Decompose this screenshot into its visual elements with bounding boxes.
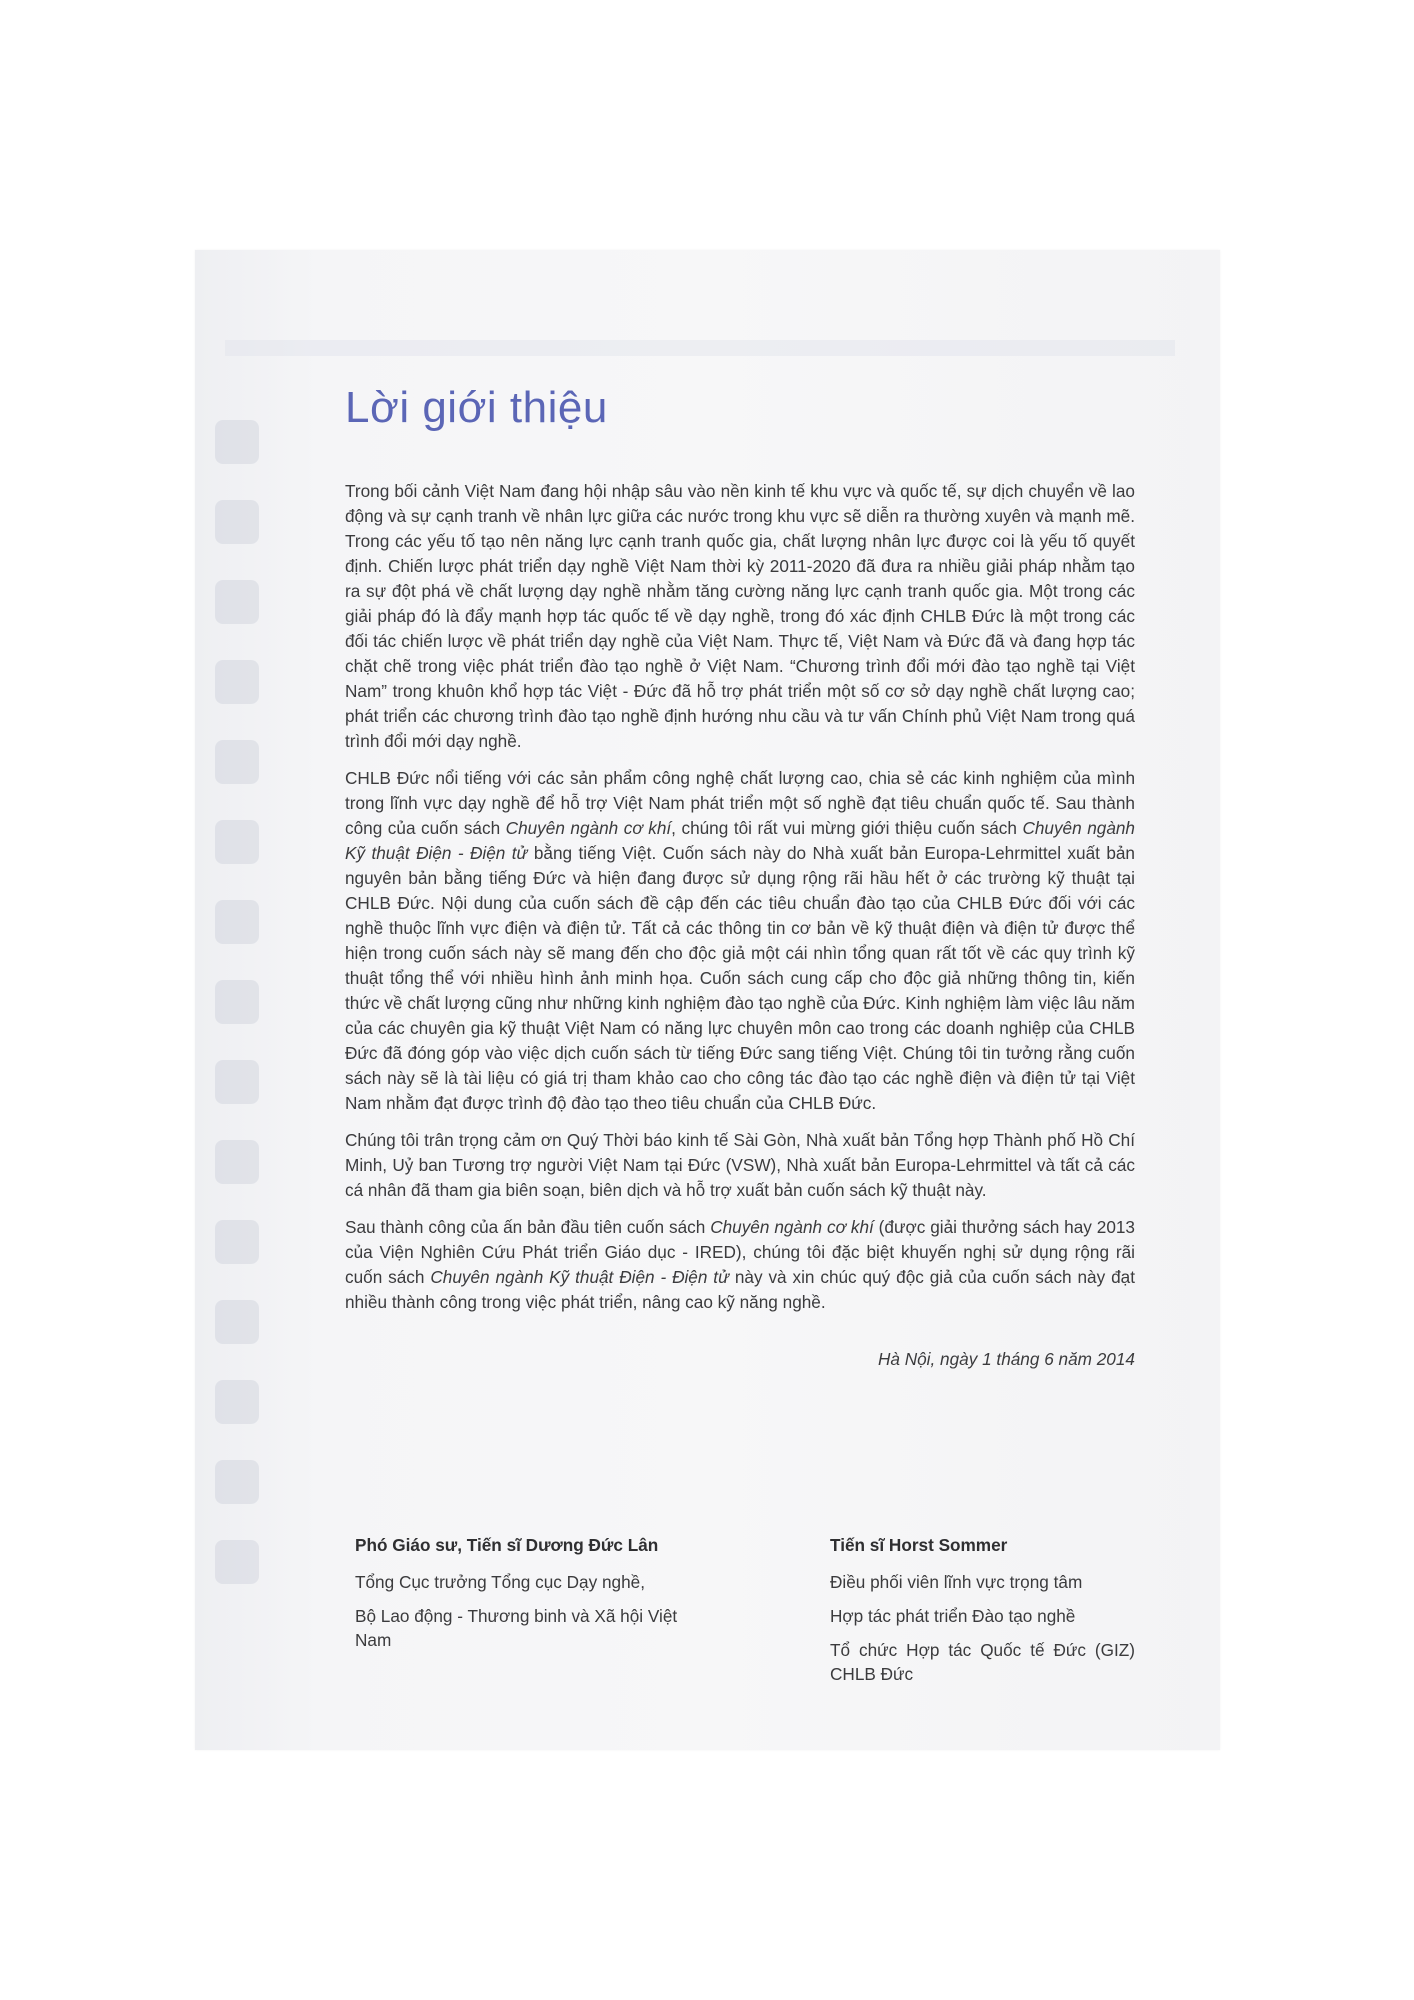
document-date: Hà Nội, ngày 1 tháng 6 năm 2014 [877,1349,1135,1369]
signature-right [830,1535,1135,1696]
paragraph-2 [345,766,1135,1116]
signature-block [355,1535,1135,1696]
book-title-co-khi-2: Chuyên ngành cơ khí [710,1217,874,1237]
paragraph-1: Trong bối cảnh Việt Nam đang hội nhập sâu vào nền kinh tế khu vực và quốc tế, sự dịch chuyển về lao động và sự cạnh tranh về nhân lực giữa các nước trong khu vực sẽ diễn ra thường xuyên và mạnh mẽ. Trong các yếu tố tạo nên năng lực cạnh tranh quốc gia, chất lượng nhân lực được coi là yếu tố quyết định. Chiến lược phát triển dạy nghề Việt Nam thời kỳ 2011-2020 đã đưa ra nhiều giải pháp nhằm tạo ra sự đột phá về chất lượng dạy nghề nhằm tăng cường năng lực cạnh tranh quốc gia. Một trong các giải pháp đó là đẩy mạnh hợp tác quốc tế về dạy nghề, trong đó xác định CHLB Đức là một trong các đối tác chiến lược về phát triển dạy nghề của Việt Nam. Thực tế, Việt Nam và Đức đã và đang hợp tác chặt chẽ trong việc phát triển đào tạo nghề ở Việt Nam. “Chương trình đổi mới đào tạo nghề tại Việt Nam” trong khuôn khổ hợp tác Việt - Đức đã hỗ trợ phát triển một số cơ sở dạy nghề chất lượng cao; phát triển các chương trình đào tạo nghề định hướng nhu cầu và tư vấn Chính phủ Việt Nam trong quá trình đổi mới dạy nghề. [345,481,1135,751]
document-body [345,383,1135,1370]
paragraph-4-text-c: (được giải thưởng sách hay 2013 của Viện Nghiên Cứu Phát triển Giáo dục - IRED), chúng tôi đặc biệt khuyến nghị sử dụng rộng rãi cuốn sách [345,1217,1135,1287]
signatory-name-right: Tiến sĩ Horst Sommer [830,1535,1008,1555]
paragraph-2-text-c: , chúng tôi rất vui mừng giới thiệu cuốn sách [671,818,1023,838]
signatory-title-left-1: Tổng Cục trưởng Tổng cục Dạy nghề, [355,1572,645,1592]
bleed-through-header [225,340,1175,356]
paragraph-3: Chúng tôi trân trọng cảm ơn Quý Thời báo kinh tế Sài Gòn, Nhà xuất bản Tổng hợp Thành phố Hồ Chí Minh, Uỷ ban Tương trợ người Việt Nam tại Đức (VSW), Nhà xuất bản Europa-Lehrmittel và tất cả các cá nhân đã tham gia biên soạn, biên dịch và hỗ trợ xuất bản cuốn sách kỹ thuật này. [345,1130,1135,1200]
signatory-title-left-2: Bộ Lao động - Thương binh và Xã hội Việt Nam [355,1606,678,1650]
signature-left [355,1535,695,1696]
paragraph-4-text-e: này và xin chúc quý độc giả của cuốn sách này đạt nhiều thành công trong việc phát triển, nâng cao kỹ năng nghề. [345,1267,1135,1312]
paragraph-4-text-a: Sau thành công của ấn bản đầu tiên cuốn sách [345,1217,711,1237]
signatory-title-right-2: Hợp tác phát triển Đào tạo nghề [830,1606,1076,1626]
paragraph-4 [345,1215,1135,1315]
book-title-dien-dien-tu: Chuyên ngành Kỹ thuật Điện - Điện tử [345,818,1135,863]
book-title-dien-dien-tu-2: Chuyên ngành Kỹ thuật Điện - Điện tử [430,1267,729,1287]
paragraph-2-text-a: CHLB Đức nổi tiếng với các sản phẩm công nghệ chất lượng cao, chia sẻ các kinh nghiệm của mình trong lĩnh vực dạy nghề để hỗ trợ Việt Nam phát triển một số nghề đạt tiêu chuẩn quốc tế. Sau thành công của cuốn sách [345,768,1135,838]
signatory-name-left: Phó Giáo sư, Tiến sĩ Dương Đức Lân [355,1535,659,1555]
signatory-title-right-1: Điều phối viên lĩnh vực trọng tâm [830,1572,1083,1592]
page-title: Lời giới thiệu [345,383,608,432]
signatory-title-right-3: Tổ chức Hợp tác Quốc tế Đức (GIZ) CHLB Đức [830,1640,1135,1684]
book-title-co-khi: Chuyên ngành cơ khí [505,818,672,838]
bleed-through-sidebar [215,420,277,1600]
paragraph-2-text-e: bằng tiếng Việt. Cuốn sách này do Nhà xuất bản Europa-Lehrmittel xuất bản nguyên bản bằng tiếng Đức và hiện đang được sử dụng rộng rãi hầu hết ở các trường kỹ thuật tại CHLB Đức. Nội dung của cuốn sách đề cập đến các tiêu chuẩn đào tạo của CHLB Đức đối với các nghề thuộc lĩnh vực điện và điện tử. Tất cả các thông tin cơ bản về kỹ thuật điện và điện tử được thể hiện trong cuốn sách này sẽ mang đến cho độc giả một cái nhìn tổng quan rất tốt về các quy trình kỹ thuật tổng thể với nhiều hình ảnh minh họa. Cuốn sách cung cấp cho độc giả những thông tin, kiến thức về chất lượng cũng như những kinh nghiệm đào tạo nghề của Đức. Kinh nghiệm làm việc lâu năm của các chuyên gia kỹ thuật Việt Nam có năng lực chuyên môn cao trong các doanh nghiệp của CHLB Đức đã đóng góp vào việc dịch cuốn sách từ tiếng Đức sang tiếng Việt. Chúng tôi tin tưởng rằng cuốn sách này sẽ là tài liệu có giá trị tham khảo cao cho công tác đào tạo các nghề điện và điện tử tại Việt Nam nhằm đạt được trình độ đào tạo theo tiêu chuẩn của CHLB Đức. [345,843,1135,1113]
